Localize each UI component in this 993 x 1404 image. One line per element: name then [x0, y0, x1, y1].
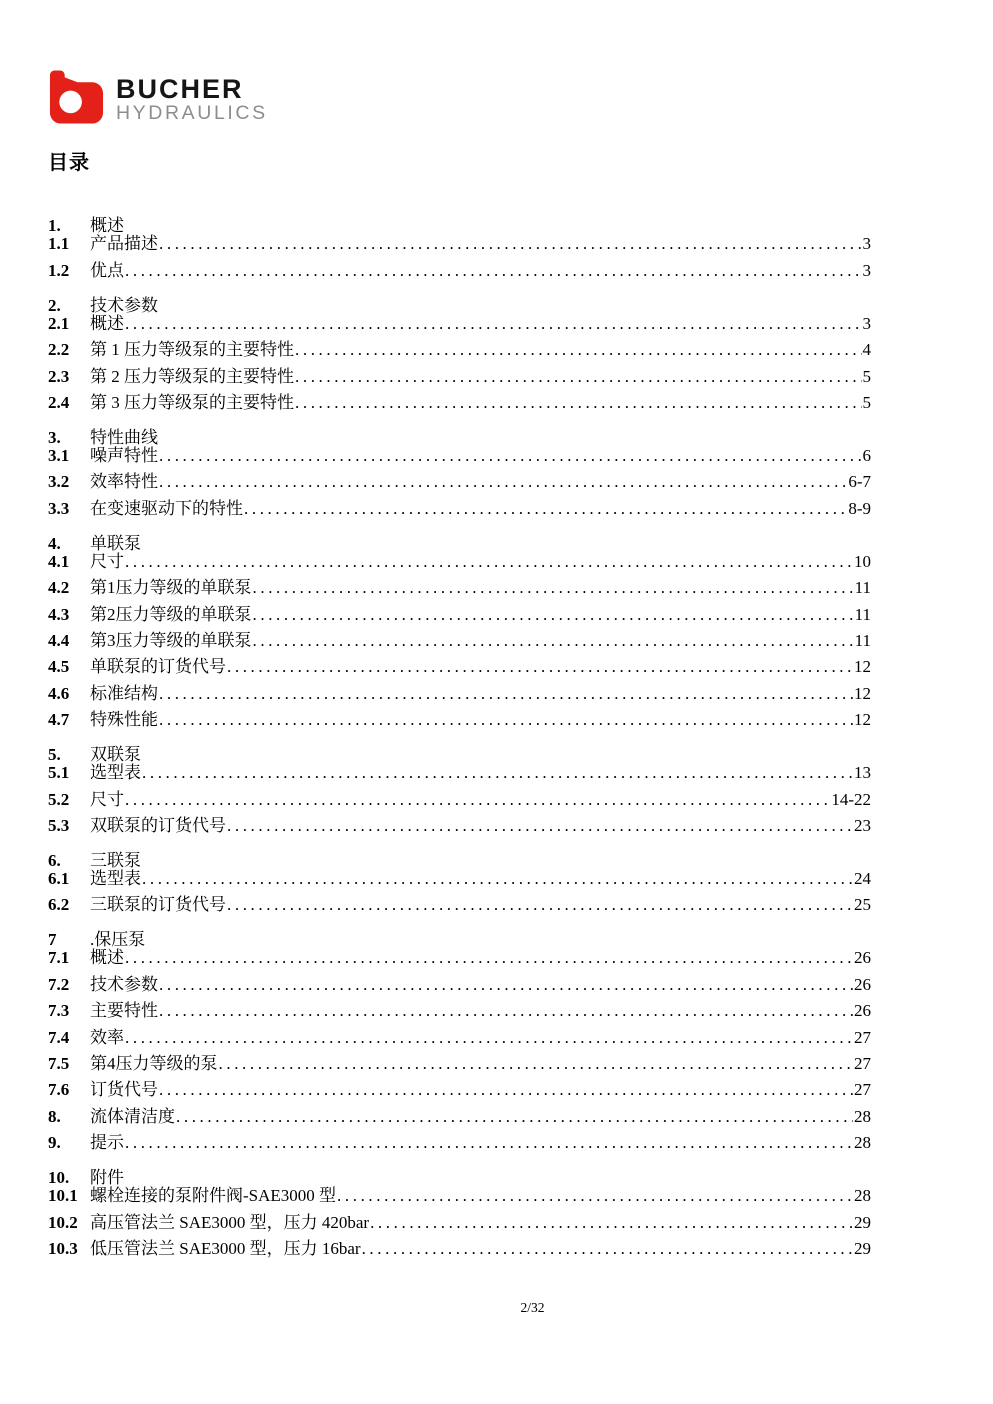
toc-leader-dots	[253, 602, 854, 628]
toc-leader-dots	[176, 1104, 853, 1130]
toc-entry-number: 6.	[48, 850, 61, 870]
toc-entry-label: 技术参数	[90, 974, 158, 994]
toc-row	[48, 1051, 871, 1077]
toc-entry-number: 4.7	[48, 710, 70, 730]
toc-row	[48, 1104, 871, 1130]
toc-entry-label: 低压管法兰 SAE3000 型，压力 16bar	[90, 1239, 361, 1259]
toc-leader-dots	[125, 311, 862, 337]
toc-entry-number: 2.1	[48, 313, 70, 333]
toc-entry-page: 28	[854, 1106, 871, 1126]
toc-entry-page: 26	[854, 1001, 871, 1021]
toc-entry-page: 29	[854, 1239, 871, 1259]
toc-entry-label: 高压管法兰 SAE3000 型，压力 420bar	[90, 1212, 370, 1232]
toc-leader-dots	[159, 707, 853, 733]
toc-entry-number: 7.4	[48, 1027, 70, 1047]
toc-row	[48, 469, 871, 495]
toc-entry-page: 28	[854, 1186, 871, 1206]
toc-entry-label: 第4压力等级的泵	[90, 1054, 218, 1073]
toc-row	[48, 734, 871, 765]
toc-entry-number: 5.	[48, 745, 61, 765]
toc-row	[48, 231, 871, 257]
page-title: 目录	[48, 152, 90, 174]
toc-entry-page: 11	[854, 604, 871, 624]
toc-leader-dots	[125, 1025, 853, 1051]
toc-leader-dots	[142, 840, 870, 866]
toc-entry-label: 第3压力等级的单联泵	[90, 631, 252, 650]
toc-entry-label: 第 2 压力等级泵的主要特性	[90, 366, 294, 386]
toc-entry-number: 4.3	[48, 604, 70, 624]
toc-entry-number: 6.1	[48, 868, 70, 888]
toc-leader-dots	[125, 1130, 853, 1156]
toc-entry-label: 附件	[90, 1168, 124, 1188]
toc-entry-number: 5.1	[48, 763, 70, 783]
toc-entry-number: 4.1	[48, 551, 70, 571]
toc-row	[48, 892, 871, 918]
toc-row	[48, 840, 871, 870]
toc-leader-dots	[253, 628, 854, 654]
toc-entry-number: 2.4	[48, 393, 70, 413]
toc-entry-page: 14-22	[831, 789, 871, 809]
toc-row	[48, 443, 871, 469]
toc-entry-label: 概述	[90, 948, 124, 968]
bucher-logo-text	[116, 70, 268, 124]
toc-entry-label: 产品描述	[90, 234, 158, 254]
toc-entry-number: 8.	[48, 1106, 61, 1126]
toc-entry-page: 26	[854, 948, 871, 968]
toc-entry-number: 3.2	[48, 472, 70, 492]
toc-entry-label: 双联泵	[90, 745, 141, 765]
toc-entry-page: 5	[862, 366, 871, 386]
toc-row	[48, 575, 871, 601]
toc-row	[48, 681, 871, 707]
toc-entry-page: 11	[854, 631, 871, 650]
toc-entry-label: 主要特性	[90, 1001, 158, 1021]
toc-entry-label: 订货代号	[90, 1080, 158, 1100]
toc-row	[48, 866, 871, 892]
toc-row	[48, 1025, 871, 1051]
toc-row	[48, 1236, 871, 1262]
toc-entry-page: 3	[862, 234, 871, 254]
toc-entry-label: 单联泵	[90, 533, 141, 553]
toc-entry-label: 尺寸	[90, 551, 124, 571]
toc-entry-label: 三联泵的订货代号	[90, 895, 226, 915]
toc-entry-page: 5	[862, 393, 871, 413]
toc-leader-dots	[159, 469, 847, 495]
toc-entry-number: 1.1	[48, 234, 70, 254]
toc-leader-dots	[142, 866, 853, 892]
toc-leader-dots	[219, 1051, 854, 1077]
toc-entry-number: 3.1	[48, 445, 70, 465]
toc-entry-page: 28	[854, 1133, 871, 1153]
bucher-logo	[48, 70, 268, 126]
toc-entry-label: 三联泵	[90, 850, 141, 870]
toc-row	[48, 813, 871, 839]
toc-entry-label: 特殊性能	[90, 710, 158, 730]
toc-entry-label: 噪声特性	[90, 445, 158, 465]
toc-row	[48, 602, 871, 628]
toc-entry-label: 效率	[90, 1027, 124, 1047]
toc-entry-label: 提示	[90, 1133, 124, 1153]
toc-row	[48, 945, 871, 971]
toc-leader-dots	[227, 654, 853, 680]
toc-entry-number: 1.2	[48, 260, 70, 280]
toc-entry-label: 第1压力等级的单联泵	[90, 578, 252, 598]
toc-leader-dots	[159, 284, 870, 310]
toc-entry-number: 10.	[48, 1168, 70, 1188]
toc-leader-dots	[159, 681, 853, 707]
toc-leader-dots	[362, 1236, 853, 1262]
toc-entry-label: 技术参数	[90, 295, 158, 315]
toc-entry-label: 第 1 压力等级泵的主要特性	[90, 340, 294, 360]
toc-row	[48, 549, 871, 575]
toc-leader-dots	[337, 1183, 853, 1209]
toc-leader-dots	[159, 443, 862, 469]
toc-entry-page: 12	[854, 683, 871, 703]
toc-row	[48, 1130, 871, 1156]
toc-entry-label: 双联泵的订货代号	[90, 816, 226, 836]
toc-entry-label: 特性曲线	[90, 427, 158, 447]
toc-entry-page: 25	[854, 895, 871, 915]
toc-entry-number: 7.2	[48, 974, 70, 994]
toc-leader-dots	[159, 231, 862, 257]
toc-entry-number: 2.2	[48, 340, 70, 360]
toc-row	[48, 417, 871, 447]
toc-row	[48, 1210, 871, 1236]
toc-entry-label: .保压泵	[90, 930, 146, 950]
toc-entry-page: 13	[854, 763, 871, 783]
toc-entry-label: 螺栓连接的泵附件阀-SAE3000 型	[90, 1186, 337, 1206]
toc-row	[48, 258, 871, 284]
toc-leader-dots	[295, 337, 862, 363]
toc-entry-label: 效率特性	[90, 472, 158, 492]
toc-entry-number: 7.5	[48, 1054, 70, 1073]
toc-leader-dots	[253, 575, 854, 601]
toc-entry-page: 11	[854, 578, 871, 598]
toc-row	[48, 1157, 871, 1188]
toc-row	[48, 496, 871, 522]
toc-entry-page: 29	[854, 1212, 871, 1232]
toc-entry-number: 4.2	[48, 578, 70, 598]
toc-entry-page: 6-7	[848, 472, 871, 492]
toc-row	[48, 364, 871, 390]
toc-leader-dots	[142, 760, 853, 786]
toc-row	[48, 337, 871, 363]
toc-row	[48, 390, 871, 416]
toc-entry-page: 4	[862, 340, 871, 360]
toc-entry-page: 23	[854, 816, 871, 836]
toc-entry-number: 10.3	[48, 1239, 78, 1259]
toc-entry-label: 尺寸	[90, 789, 124, 809]
toc-row	[48, 654, 871, 680]
toc-entry-number: 2.3	[48, 366, 70, 386]
toc-leader-dots	[159, 1077, 853, 1103]
toc-row	[48, 760, 871, 786]
toc-row	[48, 284, 871, 315]
logo-brand-name: BUCHER	[116, 74, 244, 104]
toc-entry-label: 流体清洁度	[90, 1106, 175, 1126]
toc-leader-dots	[159, 998, 853, 1024]
toc-entry-label: 选型表	[90, 763, 141, 783]
page-footer	[0, 1300, 993, 1316]
toc-entry-number: 4.	[48, 533, 61, 553]
toc-entry-label: 概述	[90, 313, 124, 333]
toc-leader-dots	[125, 258, 862, 284]
toc-entry-page: 26	[854, 974, 871, 994]
toc-entry-label: 在变速驱动下的特性	[90, 498, 243, 518]
toc-leader-dots	[125, 205, 870, 231]
page-number: 2/32	[520, 1300, 545, 1315]
toc-entry-page: 12	[854, 657, 871, 677]
toc-entry-number: 5.2	[48, 789, 70, 809]
toc-entry-number: 7.3	[48, 1001, 70, 1021]
toc-leader-dots	[125, 549, 853, 575]
toc-entry-page: 6	[862, 445, 871, 465]
toc-entry-page: 27	[854, 1054, 871, 1073]
toc-row	[48, 1077, 871, 1103]
toc-entry-page: 10	[854, 551, 871, 571]
toc-leader-dots	[295, 364, 862, 390]
logo-sub-name: HYDRAULICS	[116, 102, 268, 124]
toc-row	[48, 998, 871, 1024]
toc-leader-dots	[370, 1210, 853, 1236]
toc-entry-page: 24	[854, 868, 871, 888]
toc-entry-number: 7.1	[48, 948, 70, 968]
toc-entry-label: 选型表	[90, 868, 141, 888]
toc-entry-page: 3	[862, 260, 871, 280]
toc-entry-number: 6.2	[48, 895, 70, 915]
toc-leader-dots	[125, 787, 830, 813]
toc-entry-page: 3	[862, 313, 871, 333]
toc-entry-number: 3.3	[48, 498, 70, 518]
bucher-b-icon	[48, 70, 105, 126]
toc-entry-number: 9.	[48, 1133, 61, 1153]
toc-entry-number: 4.6	[48, 683, 70, 703]
toc-leader-dots	[125, 1157, 870, 1183]
toc-row	[48, 205, 871, 236]
toc-entry-number: 1.	[48, 216, 61, 236]
toc-row	[48, 1183, 871, 1209]
toc-leader-dots	[159, 417, 870, 443]
toc-entry-page: 12	[854, 710, 871, 730]
toc-entry-number: 10.2	[48, 1212, 78, 1232]
toc-list	[48, 205, 871, 1263]
toc-entry-number: 7.6	[48, 1080, 70, 1100]
toc-entry-page: 27	[854, 1027, 871, 1047]
toc-row	[48, 628, 871, 654]
toc-entry-label: 概述	[90, 216, 124, 236]
toc-row	[48, 522, 871, 553]
toc-entry-label: 标准结构	[90, 683, 158, 703]
toc-row	[48, 787, 871, 813]
toc-row	[48, 919, 871, 950]
toc-entry-page: 8-9	[848, 498, 871, 518]
toc-leader-dots	[244, 496, 847, 522]
toc-row	[48, 311, 871, 337]
toc-row	[48, 972, 871, 998]
toc-entry-number: 3.	[48, 427, 61, 447]
toc-entry-label: 第 3 压力等级泵的主要特性	[90, 393, 294, 413]
toc-entry-page: 27	[854, 1080, 871, 1100]
toc-entry-number: 10.1	[48, 1186, 78, 1206]
toc-leader-dots	[295, 390, 862, 416]
toc-leader-dots	[159, 972, 853, 998]
toc-entry-number: 4.4	[48, 631, 70, 650]
toc-entry-label: 优点	[90, 260, 124, 280]
toc-entry-label: 第2压力等级的单联泵	[90, 604, 252, 624]
toc-entry-label: 单联泵的订货代号	[90, 657, 226, 677]
toc-leader-dots	[142, 734, 870, 760]
toc-leader-dots	[125, 945, 853, 971]
toc-leader-dots	[227, 892, 853, 918]
toc-entry-number: 2.	[48, 295, 61, 315]
toc-entry-number: 4.5	[48, 657, 70, 677]
toc-entry-number: 5.3	[48, 816, 70, 836]
toc-leader-dots	[146, 919, 870, 945]
toc-leader-dots	[227, 813, 853, 839]
toc-entry-number: 7	[48, 930, 57, 950]
toc-leader-dots	[142, 522, 870, 548]
toc-row	[48, 707, 871, 733]
